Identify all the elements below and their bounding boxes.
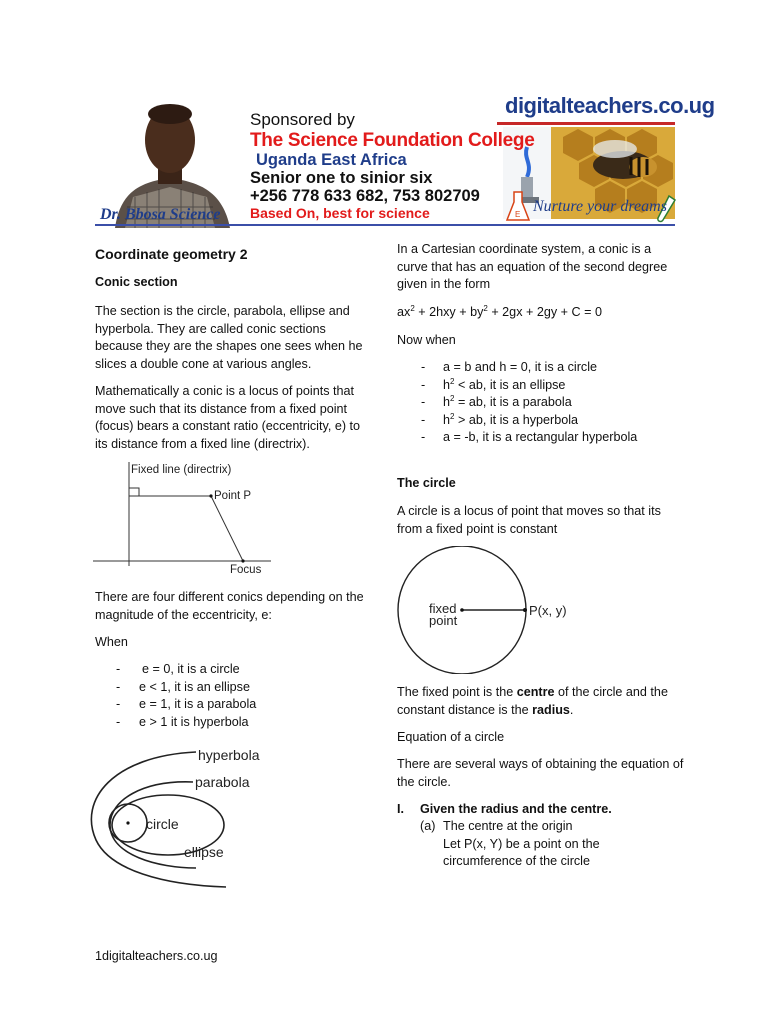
list-item: - e = 0, it is a circle bbox=[116, 662, 240, 676]
college-name: The Science Foundation College bbox=[250, 130, 535, 151]
sub-item-line3: circumference of the circle bbox=[443, 854, 590, 868]
list-item: - e = 1, it is a parabola bbox=[116, 697, 257, 711]
flask-icon bbox=[505, 190, 531, 224]
point-p-label: Point P bbox=[214, 490, 252, 502]
page-footer: 1digitalteachers.co.ug bbox=[95, 949, 218, 963]
site-logo-text: digitalteachers.co.ug bbox=[505, 93, 715, 118]
fixed-label: fixed bbox=[429, 601, 457, 616]
equation-of-circle-heading: Equation of a circle bbox=[397, 730, 505, 744]
conics-diagram bbox=[88, 740, 278, 890]
circle-label: circle bbox=[146, 816, 179, 832]
conic-cases-list bbox=[421, 359, 681, 447]
circle-radius-diagram bbox=[394, 546, 584, 674]
point-label: point bbox=[429, 613, 458, 628]
list-item: - e > 1 it is hyperbola bbox=[116, 714, 249, 729]
site-underline bbox=[497, 122, 675, 125]
parabola-label: parabola bbox=[195, 774, 250, 790]
paragraph-cartesian: In a Cartesian coordinate system, a conic is a curve that has an equation of the second degree given in the form bbox=[397, 242, 668, 291]
paragraph-centre-radius: The fixed point is the centre of the circle and the constant distance is the radius. bbox=[397, 685, 668, 717]
eccentricity-list bbox=[116, 661, 346, 731]
sub-item-text: The centre at the origin bbox=[443, 819, 573, 833]
list-item: - $h^2$ > ab, it is a hyperbola bbox=[421, 411, 579, 427]
general-equation: $ax^2 + 2hxy + by^2 + 2gx + 2gy + C = 0$ bbox=[397, 303, 602, 319]
page-title: Coordinate geometry 2 bbox=[95, 246, 248, 262]
region-text: Uganda East Africa bbox=[256, 151, 407, 169]
section-heading-conic: Conic section bbox=[95, 275, 178, 289]
directrix-diagram bbox=[93, 458, 273, 578]
section-heading-circle: The circle bbox=[397, 476, 456, 490]
based-on-text: Based On, best for science bbox=[250, 205, 430, 221]
header-divider bbox=[95, 224, 675, 226]
doctor-name: Dr. Bbosa Science bbox=[100, 206, 221, 223]
now-when-label: Now when bbox=[397, 333, 456, 347]
ellipse-label: ellipse bbox=[184, 844, 224, 860]
hyperbola-label: hyperbola bbox=[198, 747, 260, 763]
paragraph-several-ways: There are several ways of obtaining the equation of the circle. bbox=[397, 757, 684, 789]
focus-label: Focus bbox=[230, 564, 262, 576]
paragraph-conic-locus: Mathematically a conic is a locus of points that move such that its distance from a fixed point (focus) bears a constant ratio (eccentricity, e) to its distance from a fixed line (directrix). bbox=[95, 384, 361, 451]
when-label: When bbox=[95, 635, 128, 649]
list-item: - e < 1, it is an ellipse bbox=[116, 679, 250, 694]
level-text: Senior one to sinior six bbox=[250, 169, 433, 187]
item-given-radius: Given the radius and the centre. bbox=[420, 802, 612, 816]
list-item: - $h^2$ = ab, it is a parabola bbox=[421, 393, 572, 409]
phone-text: +256 778 633 682, 753 802709 bbox=[250, 187, 480, 205]
paragraph-circle-definition: A circle is a locus of point that moves so that its from a fixed point is constant bbox=[397, 504, 661, 536]
slogan-text: Nurture your dreams bbox=[533, 198, 667, 215]
sub-item-label: (a) bbox=[420, 819, 436, 833]
flask-letter: E bbox=[515, 210, 521, 219]
sub-item-line2: Let P(x, Y) be a point on the bbox=[443, 837, 600, 851]
pxy-label: P(x, y) bbox=[529, 603, 567, 618]
paragraph-conic-intro: The section is the circle, parabola, ellipse and hyperbola. They are called conic sections because they are the shapes one sees when he slices a double cone at various angles. bbox=[95, 304, 363, 371]
sponsored-label: Sponsored by bbox=[250, 110, 355, 129]
directrix-label: Fixed line (directrix) bbox=[131, 464, 232, 476]
list-item: - a = b and h = 0, it is a circle bbox=[421, 360, 598, 374]
paragraph-four-conics: There are four different conics depending on the magnitude of the eccentricity, e: bbox=[95, 590, 364, 622]
list-item: - a = -b, it is a rectangular hyperbola bbox=[421, 430, 638, 444]
item-number: I. bbox=[397, 802, 404, 816]
list-item: - $h^2$ < ab, it is an ellipse bbox=[421, 376, 566, 392]
